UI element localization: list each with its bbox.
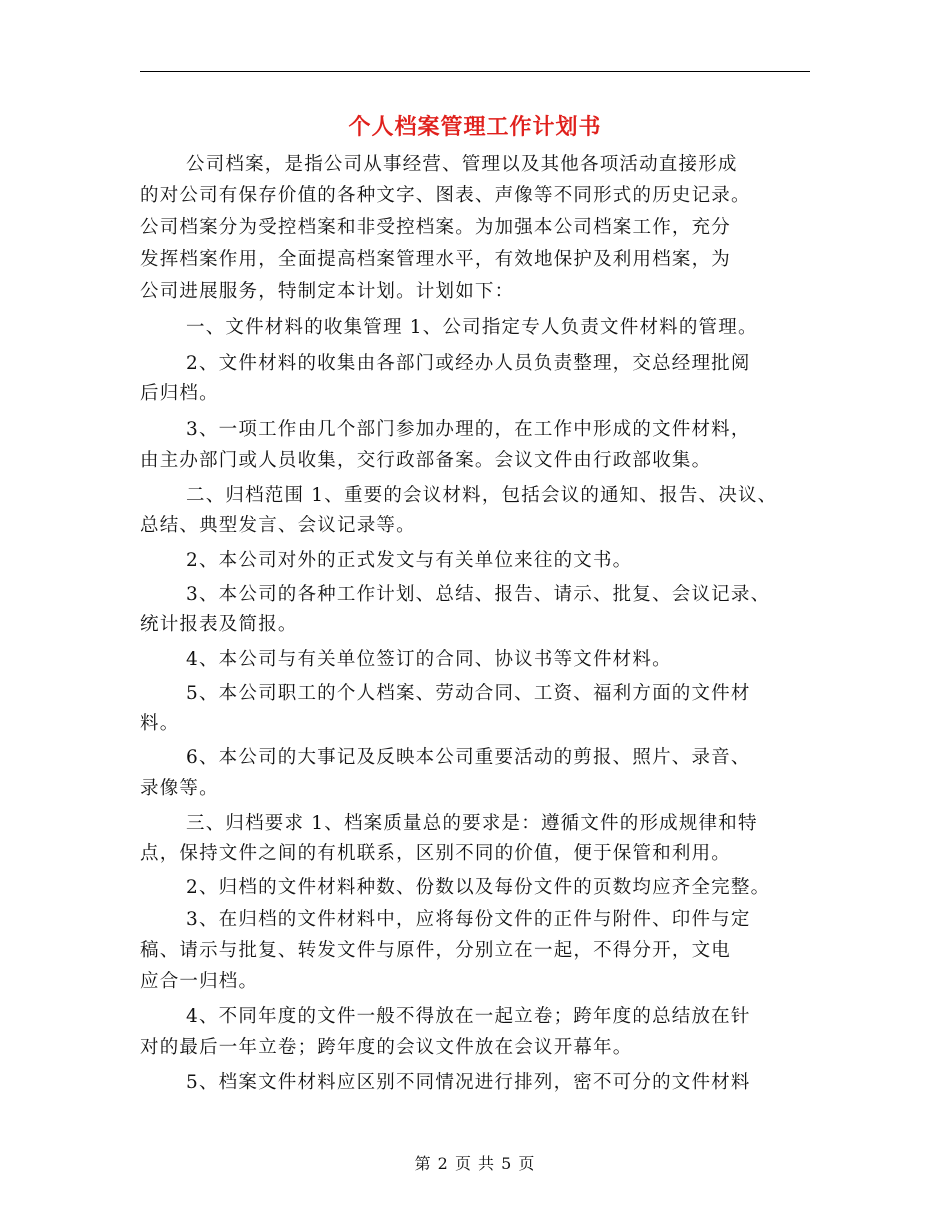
body-line: 5、本公司职工的个人档案、劳动合同、工资、福利方面的文件材 xyxy=(186,683,751,704)
body-line: 公司档案，是指公司从事经营、管理以及其他各项活动直接形成 xyxy=(186,154,738,175)
body-line: 后归档。 xyxy=(140,383,219,404)
body-line: 应合一归档。 xyxy=(140,971,259,992)
body-line: 2、归档的文件材料种数、份数以及每份文件的页数均应齐全完整。 xyxy=(186,877,771,898)
body-line: 一、文件材料的收集管理 1、公司指定专人负责文件材料的管理。 xyxy=(186,317,758,338)
body-line: 2、文件材料的收集由各部门或经办人员负责整理，交总经理批阅 xyxy=(186,353,751,374)
body-line: 5、档案文件材料应区别不同情况进行排列，密不可分的文件材料 xyxy=(186,1072,751,1093)
body-line: 3、一项工作由几个部门参加办理的，在工作中形成的文件材料， xyxy=(186,419,751,440)
body-line: 3、本公司的各种工作计划、总结、报告、请示、批复、会议记录、 xyxy=(186,584,771,605)
body-line: 稿、请示与批复、转发文件与原件，分别立在一起，不得分开，文电 xyxy=(140,940,732,961)
body-line: 三、归档要求 1、档案质量总的要求是：遵循文件的形成规律和特 xyxy=(186,813,758,834)
body-line: 统计报表及简报。 xyxy=(140,614,298,635)
body-line: 2、本公司对外的正式发文与有关单位来往的文书。 xyxy=(186,550,633,571)
body-line: 二、归档范围 1、重要的会议材料，包括会议的通知、报告、决议、 xyxy=(186,485,778,506)
body-line: 3、在归档的文件材料中，应将每份文件的正件与附件、印件与定 xyxy=(186,909,751,930)
body-line: 由主办部门或人员收集，交行政部备案。会议文件由行政部收集。 xyxy=(140,450,712,471)
body-line: 录像等。 xyxy=(140,778,219,799)
body-line: 总结、典型发言、会议记录等。 xyxy=(140,515,416,536)
body-line: 4、不同年度的文件一般不得放在一起立卷；跨年度的总结放在针 xyxy=(186,1006,751,1027)
body-line: 公司档案分为受控档案和非受控档案。为加强本公司档案工作，充分 xyxy=(140,217,732,238)
body-line: 对的最后一年立卷；跨年度的会议文件放在会议开幕年。 xyxy=(140,1037,633,1058)
body-line: 点，保持文件之间的有机联系，区别不同的价值，便于保管和利用。 xyxy=(140,843,732,864)
body-line: 公司进展服务，特制定本计划。计划如下： xyxy=(140,281,515,302)
page-number: 第 2 页 共 5 页 xyxy=(414,1154,536,1173)
body-line: 6、本公司的大事记及反映本公司重要活动的剪报、照片、录音、 xyxy=(186,747,751,768)
body-line: 发挥档案作用，全面提高档案管理水平，有效地保护及利用档案，为 xyxy=(140,249,732,270)
body-line: 4、本公司与有关单位签订的合同、协议书等文件材料。 xyxy=(186,649,672,670)
body-line: 料。 xyxy=(140,713,180,734)
header-rule xyxy=(140,71,810,72)
document-title: 个人档案管理工作计划书 xyxy=(348,114,602,140)
body-line: 的对公司有保存价值的各种文字、图表、声像等不同形式的历史记录。 xyxy=(140,185,751,206)
